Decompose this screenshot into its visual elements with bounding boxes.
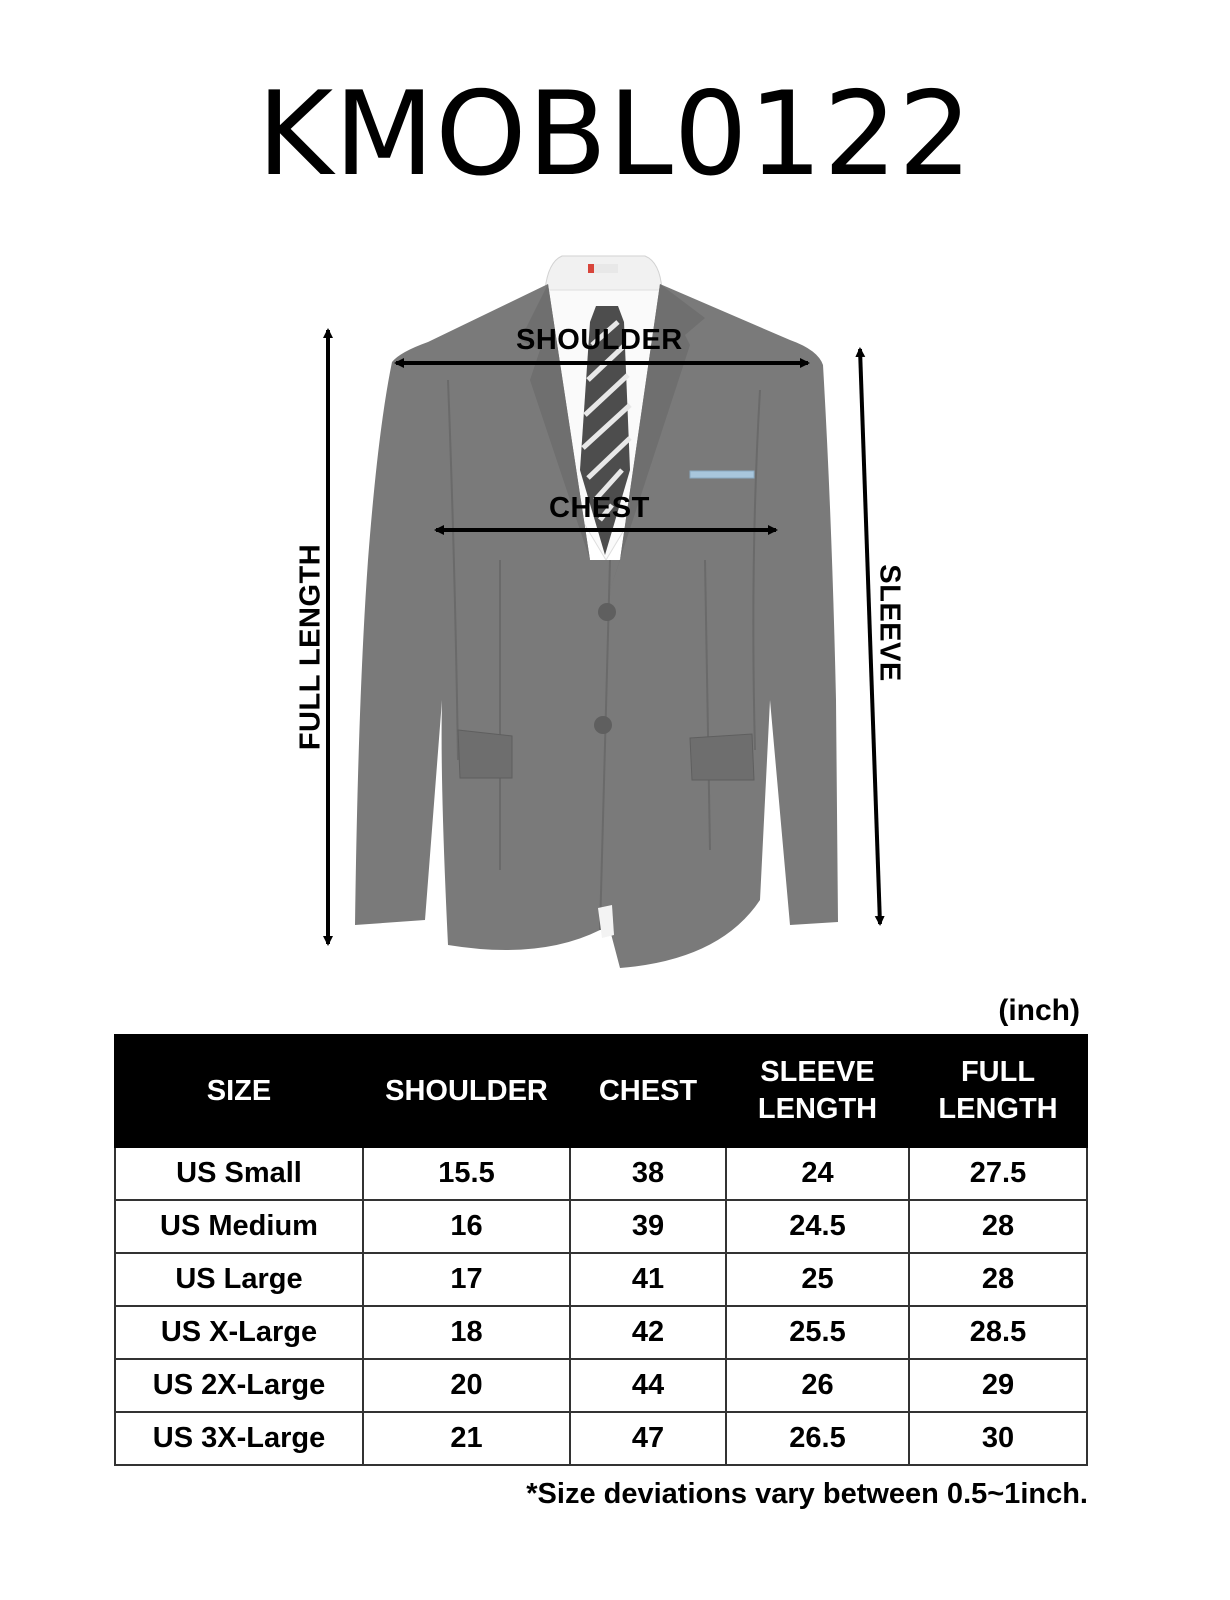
header-sleeve-line2: LENGTH — [757, 1093, 878, 1125]
right-pocket-flap — [690, 734, 754, 780]
table-row — [115, 1412, 1087, 1465]
table-row — [115, 1359, 1087, 1412]
cell-chest: 39 — [570, 1200, 726, 1253]
full-length-label: FULL LENGTH — [294, 543, 327, 751]
cell-sleeve: 25 — [726, 1253, 909, 1306]
size-chart-table — [114, 1034, 1088, 1466]
table-header-row — [115, 1035, 1087, 1147]
cell-shoulder: 20 — [363, 1359, 570, 1412]
cell-full-length: 28.5 — [909, 1306, 1087, 1359]
cell-full-length: 28 — [909, 1200, 1087, 1253]
size-deviation-note: *Size deviations vary between 0.5~1inch. — [526, 1478, 1088, 1510]
header-full-line1: FULL — [960, 1056, 1036, 1088]
jacket-button-top — [598, 603, 616, 621]
table-row — [115, 1253, 1087, 1306]
cell-chest: 38 — [570, 1147, 726, 1200]
header-shoulder: SHOULDER — [363, 1035, 570, 1147]
cell-full-length: 28 — [909, 1253, 1087, 1306]
table-row — [115, 1306, 1087, 1359]
cell-sleeve: 25.5 — [726, 1306, 909, 1359]
left-pocket-flap — [458, 730, 512, 778]
cell-size: US X-Large — [115, 1306, 363, 1359]
cell-shoulder: 17 — [363, 1253, 570, 1306]
cell-sleeve: 26 — [726, 1359, 909, 1412]
cell-size: US 2X-Large — [115, 1359, 363, 1412]
cell-shoulder: 16 — [363, 1200, 570, 1253]
sleeve-label: SLEEVE — [873, 564, 906, 682]
cell-chest: 41 — [570, 1253, 726, 1306]
cell-chest: 42 — [570, 1306, 726, 1359]
measurement-diagram — [0, 230, 1230, 1000]
pocket-square — [690, 471, 754, 478]
header-sleeve-line1: SLEEVE — [760, 1056, 875, 1088]
table-row — [115, 1200, 1087, 1253]
cell-full-length: 30 — [909, 1412, 1087, 1465]
cell-size: US 3X-Large — [115, 1412, 363, 1465]
chest-label: CHEST — [549, 492, 650, 524]
cell-chest: 47 — [570, 1412, 726, 1465]
header-full-length — [909, 1035, 1087, 1147]
header-size: SIZE — [115, 1035, 363, 1147]
shoulder-label: SHOULDER — [516, 324, 683, 356]
header-chest: CHEST — [570, 1035, 726, 1147]
table-row — [115, 1147, 1087, 1200]
unit-label: (inch) — [998, 994, 1080, 1027]
cell-shoulder: 15.5 — [363, 1147, 570, 1200]
cell-full-length: 27.5 — [909, 1147, 1087, 1200]
cell-chest: 44 — [570, 1359, 726, 1412]
cell-full-length: 29 — [909, 1359, 1087, 1412]
product-code-title: KMOBL0122 — [257, 67, 973, 202]
cell-size: US Medium — [115, 1200, 363, 1253]
cell-sleeve: 24.5 — [726, 1200, 909, 1253]
cell-sleeve: 26.5 — [726, 1412, 909, 1465]
cell-sleeve: 24 — [726, 1147, 909, 1200]
jacket-button-bottom — [594, 716, 612, 734]
cell-size: US Large — [115, 1253, 363, 1306]
cell-size: US Small — [115, 1147, 363, 1200]
cell-shoulder: 18 — [363, 1306, 570, 1359]
header-sleeve-length — [726, 1035, 909, 1147]
cell-shoulder: 21 — [363, 1412, 570, 1465]
header-full-line2: LENGTH — [938, 1093, 1058, 1125]
